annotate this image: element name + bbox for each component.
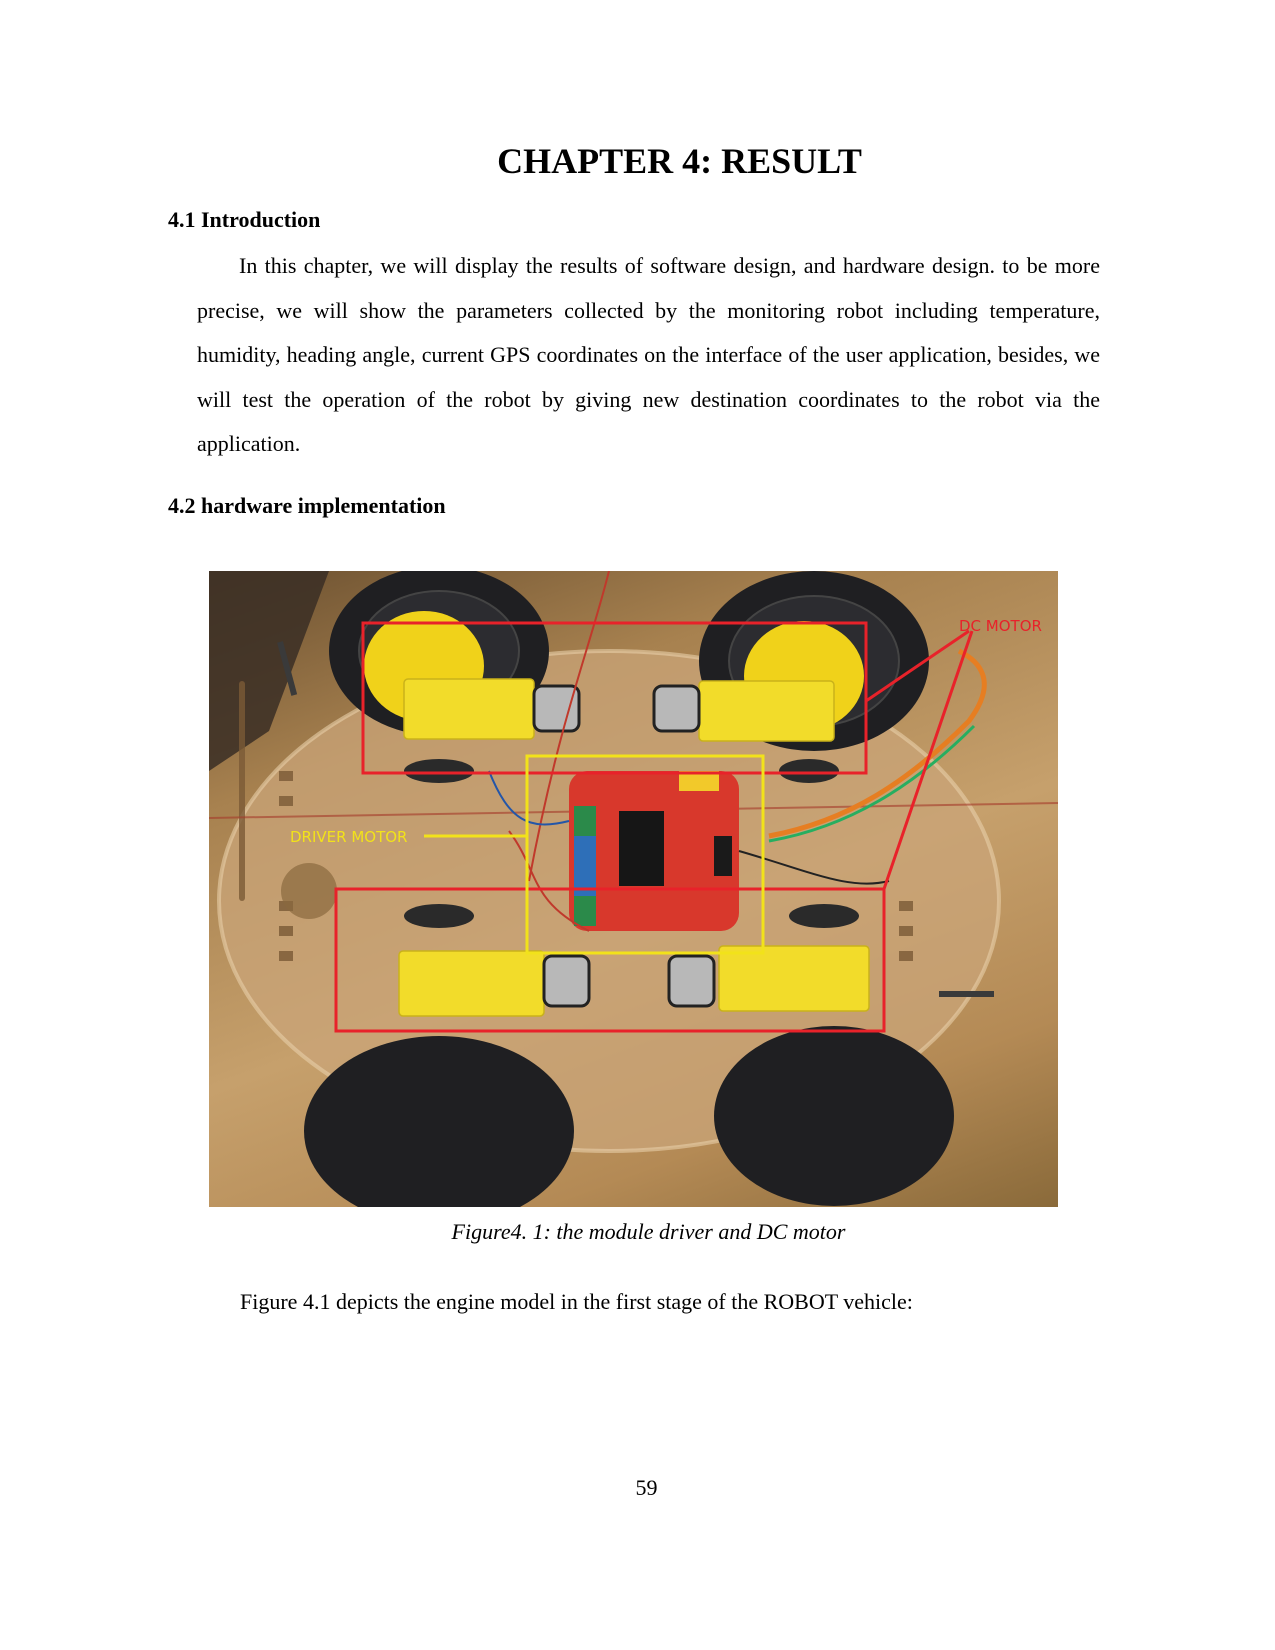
section-heading-hardware-implementation: 4.2 hardware implementation xyxy=(168,493,446,518)
introduction-paragraph: In this chapter, we will display the results of software design, and hardware design. to be more precise, we will show the parameters collected by the monitoring robot including temperature, humidity, heading angle, current GPS coordinates on the interface of the user application, besides, we will test the operation of the robot by giving new destination coordinates to the robot via the application. xyxy=(197,253,1100,456)
section-heading-introduction: 4.1 Introduction xyxy=(168,207,321,232)
chapter-title: CHAPTER 4: RESULT xyxy=(497,141,862,181)
robot-photo-illustration xyxy=(209,571,1058,1207)
figure-robot-photo xyxy=(209,571,1058,1207)
page-number: 59 xyxy=(635,1475,658,1500)
dc-motor-label: DC MOTOR xyxy=(959,617,1042,635)
figure-description-text: Figure 4.1 depicts the engine model in the first stage of the ROBOT vehicle: xyxy=(240,1289,913,1314)
driver-motor-label: DRIVER MOTOR xyxy=(290,828,408,846)
figure-caption: Figure4. 1: the module driver and DC motor xyxy=(451,1219,846,1244)
